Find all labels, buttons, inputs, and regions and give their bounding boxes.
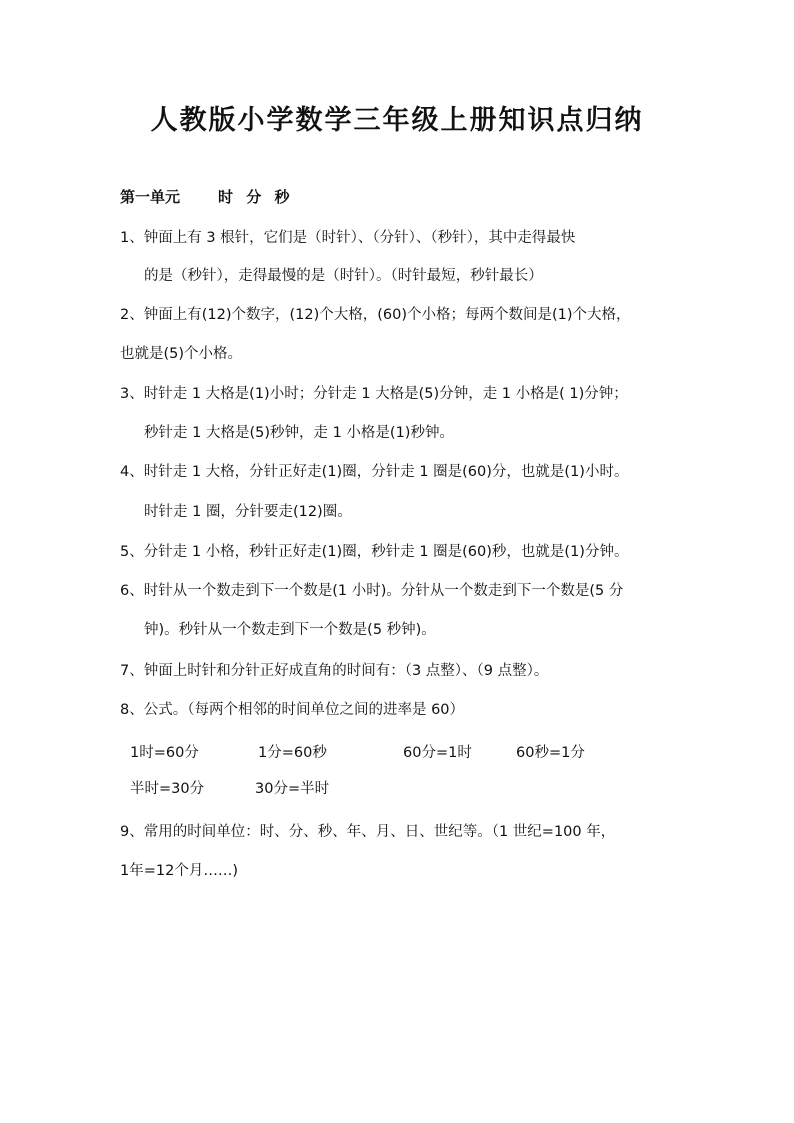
formula-minutes-hour: 60分=1时 (403, 745, 472, 761)
item-3-line-1: 3、时针走 1 大格是(1)小时；分针走 1 大格是(5)分钟，走 1 小格是( 1)分钟； (120, 386, 628, 402)
item-3-line-2: 秒针走 1 大格是(5)秒钟，走 1 小格是(1)秒钟。 (144, 425, 454, 441)
page-title: 人教版小学数学三年级上册知识点归纳 (150, 105, 644, 136)
formula-half-hour: 半时=30分 (130, 781, 205, 797)
item-4-line-1: 4、时针走 1 大格，分针正好走(1)圈，分针走 1 圈是(60)分，也就是(1)小时。 (120, 464, 629, 480)
formula-hour-minutes: 1时=60分 (130, 745, 199, 761)
item-1-line-2: 的是（秒针），走得最慢的是（时针）。（时针最短，秒针最长） (144, 268, 543, 284)
formula-minute-seconds: 1分=60秒 (258, 745, 327, 761)
item-6-line-2: 钟)。秒针从一个数走到下一个数是(5 秒钟)。 (144, 622, 436, 638)
formula-seconds-minute: 60秒=1分 (516, 745, 585, 761)
item-2-line-1: 2、钟面上有(12)个数字，(12)个大格，(60)个小格；每两个数间是(1)个大格， (120, 307, 631, 323)
unit-topic: 时 分 秒 (218, 188, 294, 206)
unit-label: 第一单元 (120, 188, 181, 206)
item-9-line-2: 1年=12个月……) (120, 863, 238, 879)
item-8-line-1: 8、公式。（每两个相邻的时间单位之间的进率是 60） (120, 702, 465, 718)
item-7-line-1: 7、钟面上时针和分针正好成直角的时间有：（3 点整）、（9 点整）。 (120, 663, 549, 679)
item-1-line-1: 1、钟面上有 3 根针，它们是（时针）、（分针）、（秒针），其中走得最快 (120, 230, 576, 246)
item-2-line-2: 也就是(5)个小格。 (120, 346, 243, 362)
item-9-line-1: 9、常用的时间单位：时、分、秒、年、月、日、世纪等。（1 世纪=100 年， (120, 824, 616, 840)
item-5-line-1: 5、分针走 1 小格，秒针正好走(1)圈，秒针走 1 圈是(60)秒，也就是(1)分钟。 (120, 544, 629, 560)
item-4-line-2: 时针走 1 圈，分针要走(12)圈。 (144, 504, 352, 520)
formula-thirty-minutes: 30分=半时 (255, 781, 330, 797)
item-6-line-1: 6、时针从一个数走到下一个数是(1 小时)。分针从一个数走到下一个数是(5 分 (120, 583, 624, 599)
unit-heading (120, 186, 293, 207)
